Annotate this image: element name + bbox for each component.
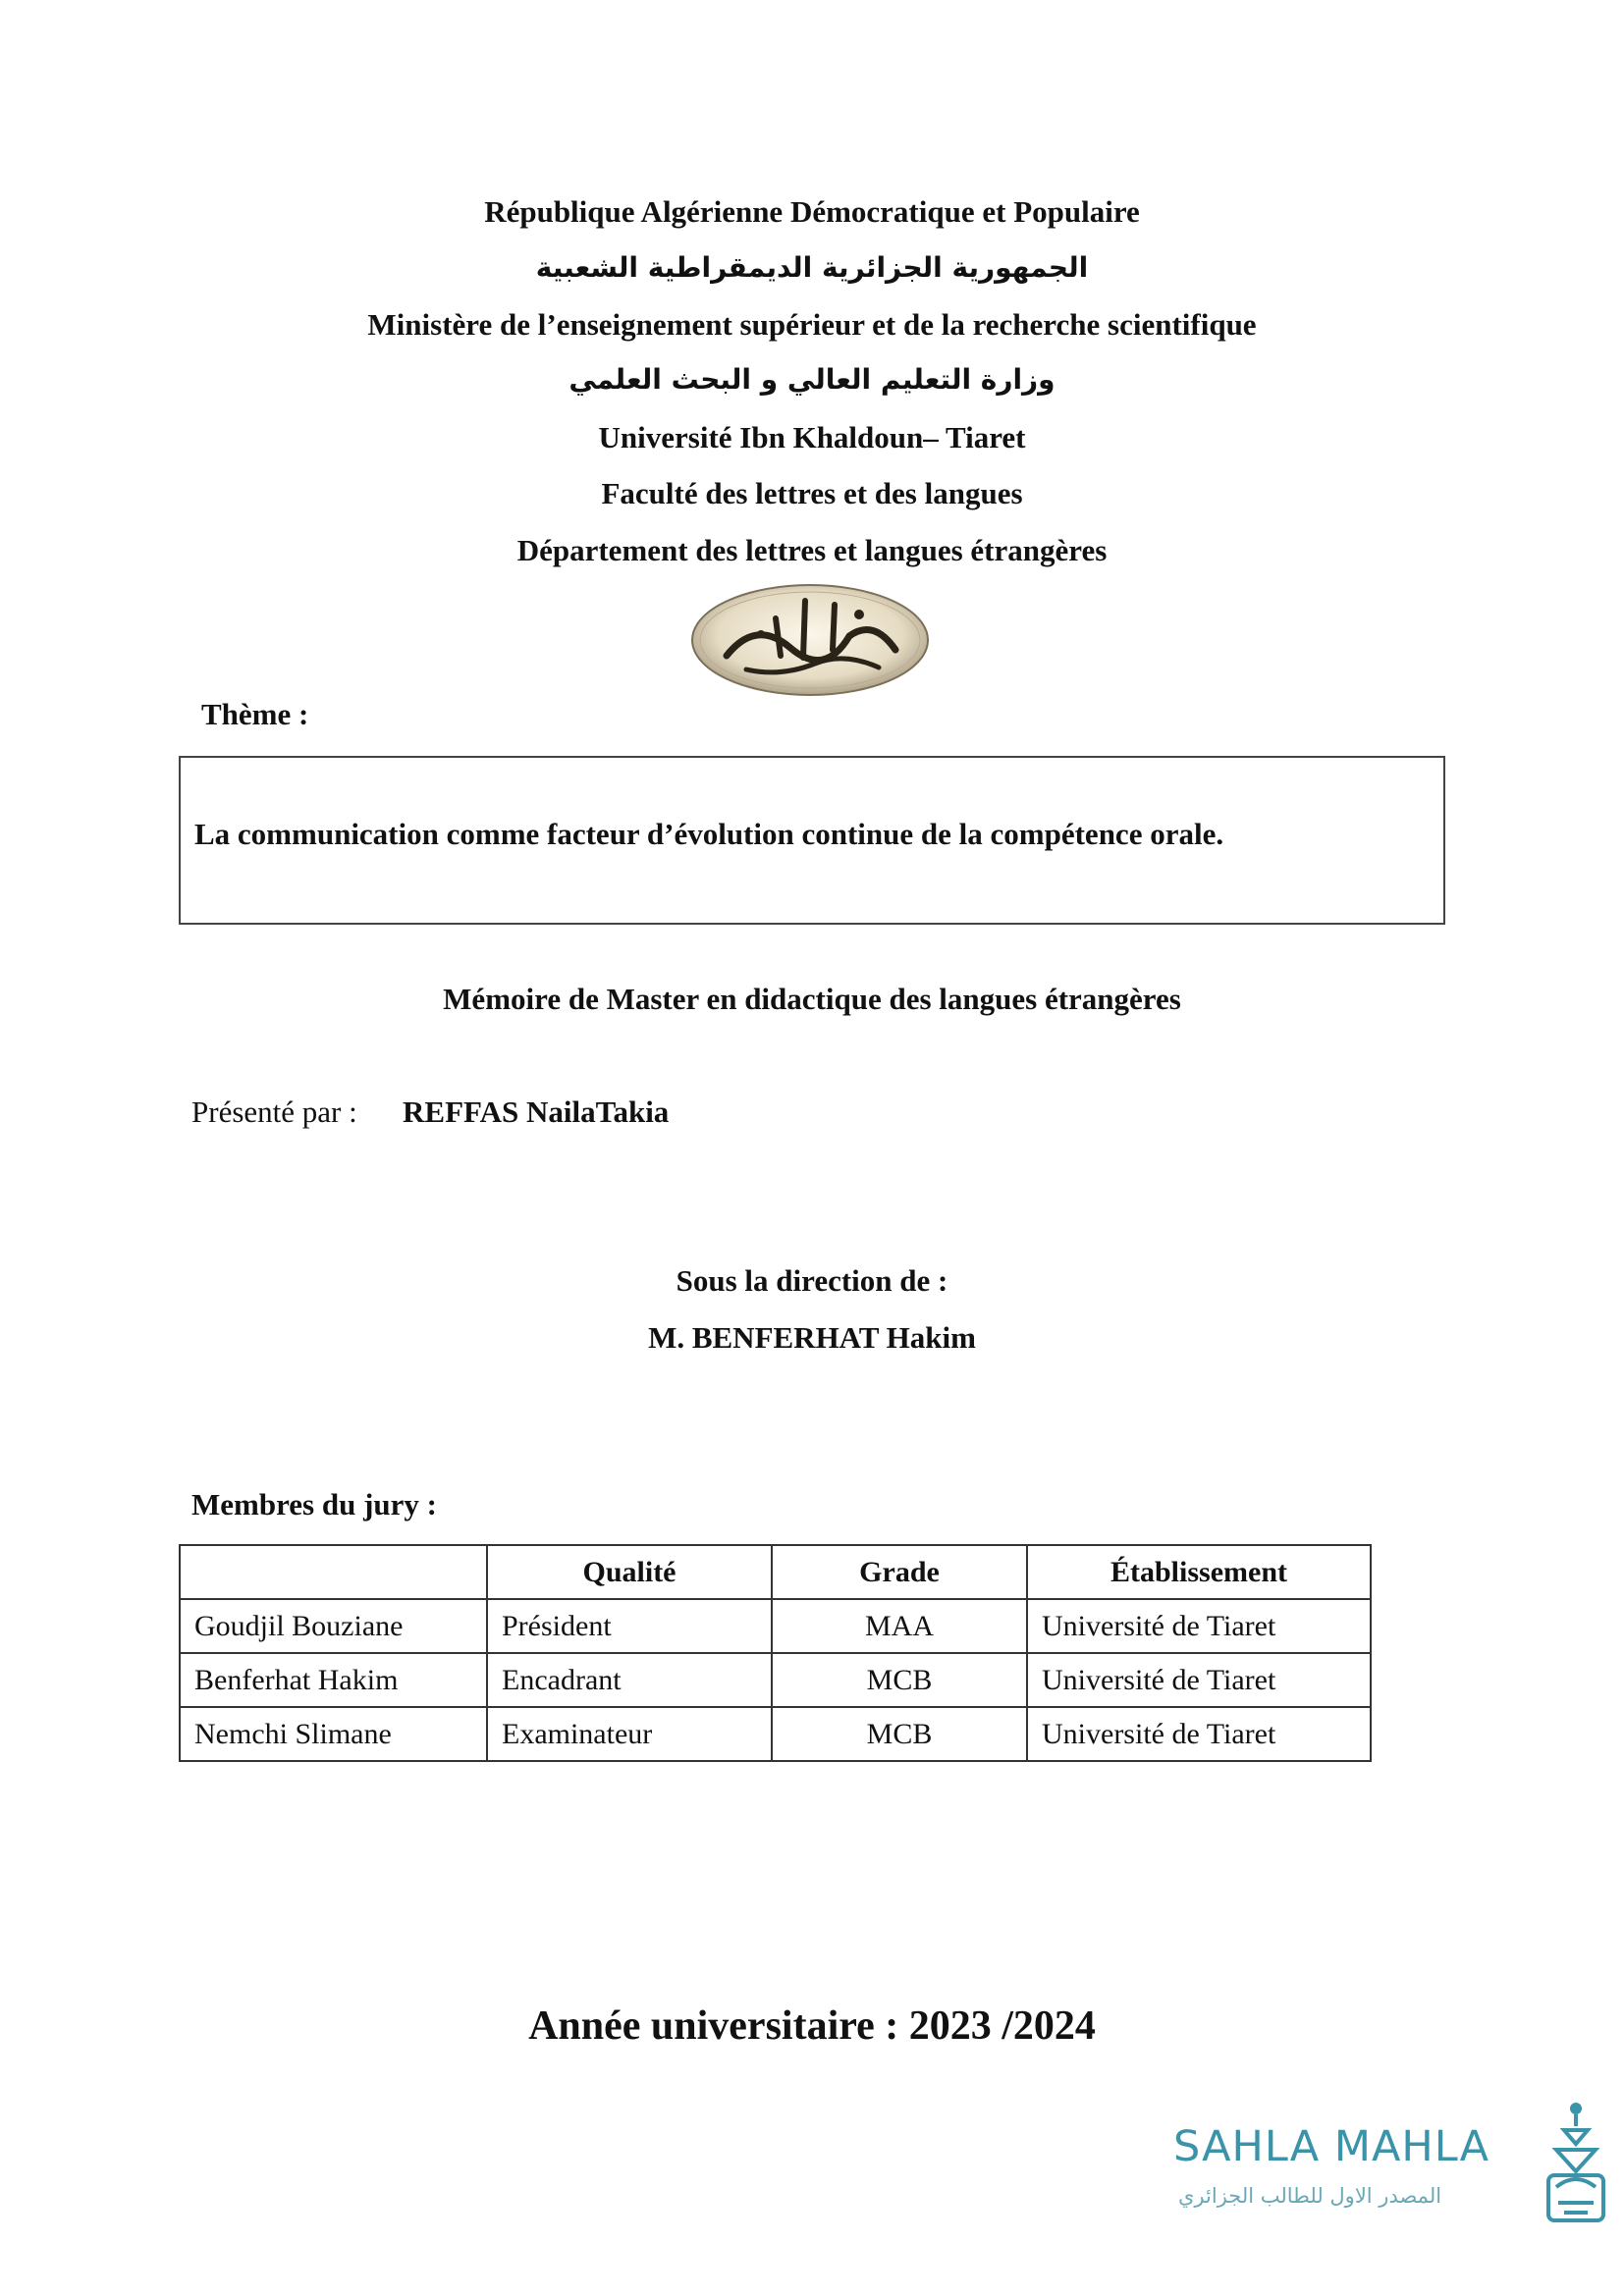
brand-logo-icon bbox=[1535, 2101, 1618, 2226]
jury-member-role: Président bbox=[487, 1599, 772, 1653]
jury-label: Membres du jury : bbox=[191, 1487, 437, 1522]
header-cell bbox=[180, 1545, 487, 1599]
jury-member-grade: MAA bbox=[772, 1599, 1027, 1653]
jury-member-grade: MCB bbox=[772, 1707, 1027, 1761]
jury-table bbox=[179, 1544, 1372, 1762]
header-ministry-ar: وزارة التعليم العالي و البحث العلمي bbox=[568, 363, 1056, 396]
jury-member-name: Nemchi Slimane bbox=[180, 1707, 487, 1761]
header-university: Université Ibn Khaldoun– Tiaret bbox=[598, 420, 1026, 454]
memoire-title: Mémoire de Master en didactique des langues étrangères bbox=[443, 982, 1181, 1016]
table-row bbox=[180, 1707, 1371, 1761]
header-faculty: Faculté des lettres et des langues bbox=[601, 476, 1023, 510]
jury-member-name: Benferhat Hakim bbox=[180, 1653, 487, 1707]
header-cell: Grade bbox=[772, 1545, 1027, 1599]
brand-tagline: المصدر الاول للطالب الجزائري bbox=[1178, 2184, 1442, 2208]
presented-by-label: Présenté par : bbox=[191, 1095, 357, 1129]
header-cell: Qualité bbox=[487, 1545, 772, 1599]
brand-name: SAHLA MAHLA bbox=[1173, 2122, 1490, 2171]
sahla-mahla-watermark bbox=[1173, 2101, 1620, 2228]
header-republic: République Algérienne Démocratique et Populaire bbox=[484, 194, 1140, 229]
supervision-label: Sous la direction de : bbox=[676, 1263, 948, 1298]
jury-member-name: Goudjil Bouziane bbox=[180, 1599, 487, 1653]
jury-member-institution: Université de Tiaret bbox=[1027, 1707, 1371, 1761]
header-republic-ar: الجمهورية الجزائرية الديمقراطية الشعبية bbox=[535, 251, 1089, 284]
supervisor-name: M. BENFERHAT Hakim bbox=[648, 1320, 976, 1355]
jury-member-grade: MCB bbox=[772, 1653, 1027, 1707]
university-logo bbox=[687, 579, 933, 702]
academic-year: Année universitaire : 2023 /2024 bbox=[528, 2003, 1096, 2049]
table-row bbox=[180, 1653, 1371, 1707]
presented-by-name: REFFAS NailaTakia bbox=[403, 1095, 670, 1129]
jury-member-institution: Université de Tiaret bbox=[1027, 1653, 1371, 1707]
jury-member-role: Examinateur bbox=[487, 1707, 772, 1761]
header-ministry: Ministère de l’enseignement supérieur et de la recherche scientifique bbox=[367, 307, 1257, 342]
jury-member-institution: Université de Tiaret bbox=[1027, 1599, 1371, 1653]
header-department: Département des lettres et langues étrangères bbox=[516, 533, 1108, 567]
header-cell: Établissement bbox=[1027, 1545, 1371, 1599]
table-row bbox=[180, 1599, 1371, 1653]
theme-box bbox=[179, 756, 1445, 925]
jury-member-role: Encadrant bbox=[487, 1653, 772, 1707]
table-header-row bbox=[180, 1545, 1371, 1599]
theme-label: Thème : bbox=[201, 697, 309, 731]
theme-title: La communication comme facteur d’évolution continue de la compétence orale. bbox=[194, 817, 1224, 851]
